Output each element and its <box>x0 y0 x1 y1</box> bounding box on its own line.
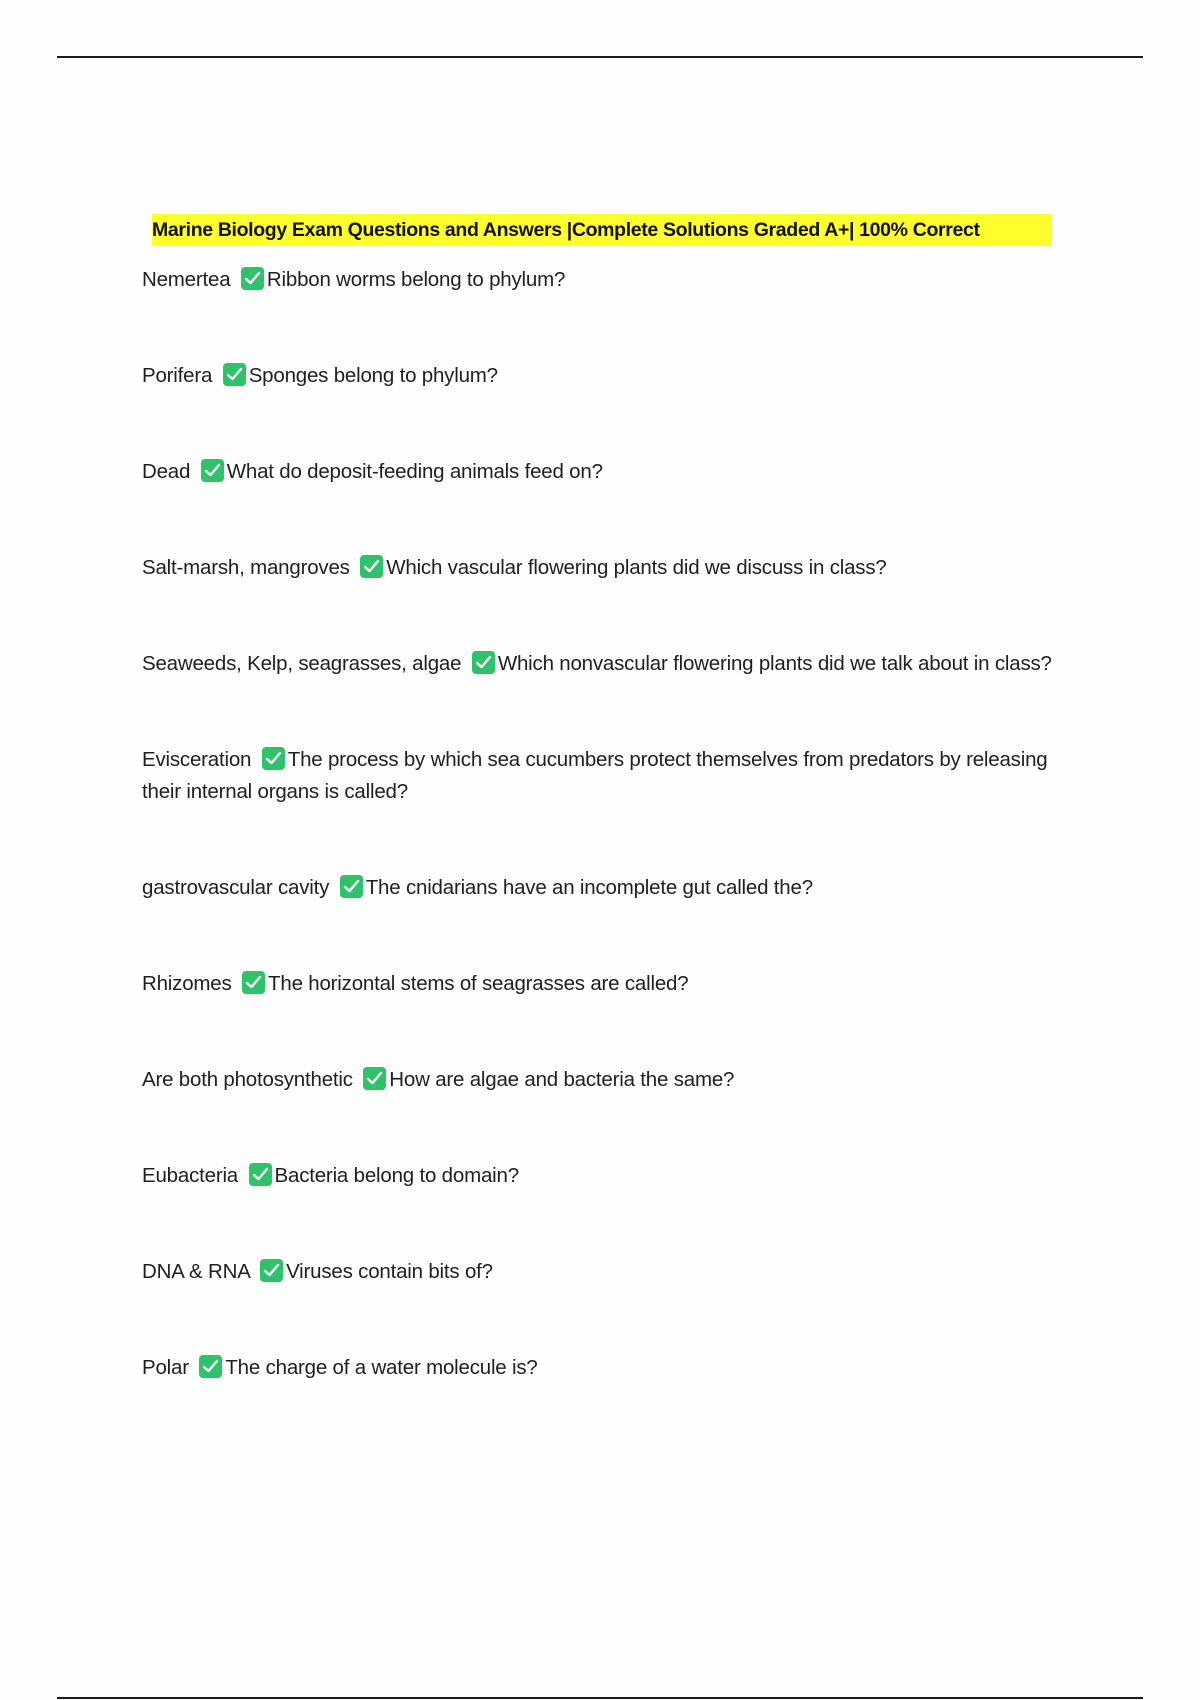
document-title: Marine Biology Exam Questions and Answers |Complete Solutions Graded A+| 100% Correct <box>152 214 1052 246</box>
qa-item <box>142 1256 1062 1288</box>
check-icon <box>241 267 264 290</box>
question-text: The charge of a water molecule is? <box>225 1356 538 1379</box>
qa-item <box>142 360 1062 392</box>
qa-item <box>142 648 1062 680</box>
qa-item <box>142 456 1062 488</box>
qa-item <box>142 552 1062 584</box>
qa-item <box>142 968 1062 1000</box>
question-text: How are algae and bacteria the same? <box>389 1068 735 1091</box>
question-text: What do deposit-feeding animals feed on? <box>226 460 603 483</box>
answer-text: gastrovascular cavity <box>142 876 330 899</box>
check-icon <box>360 555 383 578</box>
footer-rule <box>57 1697 1143 1699</box>
qa-item <box>142 264 1062 296</box>
check-icon <box>262 747 285 770</box>
check-icon <box>199 1355 222 1378</box>
answer-text: Seaweeds, Kelp, seagrasses, algae <box>142 652 462 675</box>
answer-text: Porifera <box>142 364 213 387</box>
check-icon <box>223 363 246 386</box>
answer-text: Are both photosynthetic <box>142 1068 353 1091</box>
question-text: Ribbon worms belong to phylum? <box>266 268 566 291</box>
qa-item <box>142 1064 1062 1096</box>
answer-text: Nemertea <box>142 268 231 291</box>
answer-text: Rhizomes <box>142 972 232 995</box>
answer-text: DNA & RNA <box>142 1260 250 1283</box>
question-text: Viruses contain bits of? <box>286 1260 493 1283</box>
qa-list <box>142 264 1062 1448</box>
question-text: Which vascular flowering plants did we discuss in class? <box>386 556 887 579</box>
check-icon <box>201 459 224 482</box>
check-icon <box>363 1067 386 1090</box>
answer-text: Polar <box>142 1356 189 1379</box>
question-text: The cnidarians have an incomplete gut called the? <box>365 876 813 899</box>
header-rule <box>57 56 1143 58</box>
qa-item <box>142 872 1062 904</box>
qa-item <box>142 744 1062 808</box>
question-text: Sponges belong to phylum? <box>248 364 498 387</box>
answer-text: Dead <box>142 460 191 483</box>
question-text: Which nonvascular flowering plants did we talk about in class? <box>497 652 1052 675</box>
qa-item <box>142 1352 1062 1384</box>
question-text: The process by which sea cucumbers protect themselves from predators by releasing their internal organs is called? <box>142 748 1048 803</box>
question-text: Bacteria belong to domain? <box>274 1164 519 1187</box>
question-text: The horizontal stems of seagrasses are called? <box>268 972 689 995</box>
answer-text: Evisceration <box>142 748 252 771</box>
qa-item <box>142 1160 1062 1192</box>
check-icon <box>260 1259 283 1282</box>
check-icon <box>472 651 495 674</box>
check-icon <box>242 971 265 994</box>
check-icon <box>340 875 363 898</box>
answer-text: Eubacteria <box>142 1164 239 1187</box>
check-icon <box>249 1163 272 1186</box>
answer-text: Salt-marsh, mangroves <box>142 556 350 579</box>
